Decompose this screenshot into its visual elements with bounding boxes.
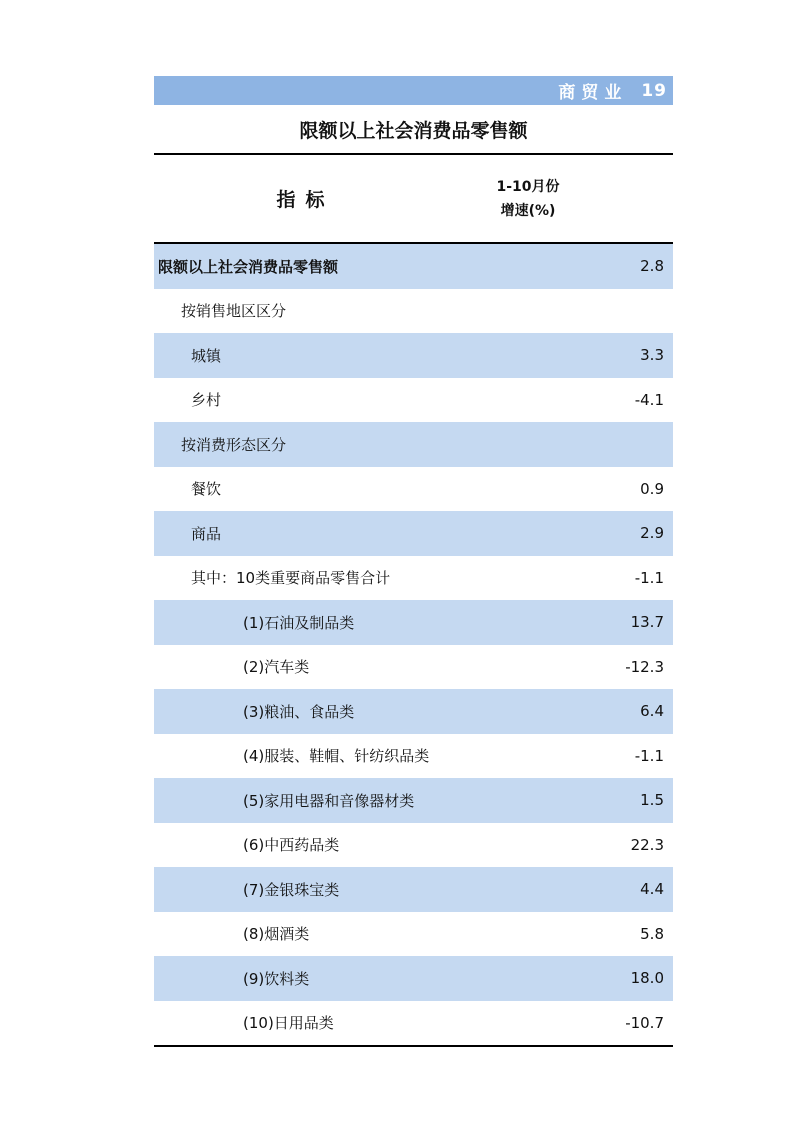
row-value: 22.3	[630, 835, 664, 854]
header-indicator: 指标	[276, 189, 335, 211]
row-value: -1.1	[634, 746, 664, 765]
row-value: 5.8	[640, 924, 664, 943]
row-label: (3)粮油、食品类	[243, 702, 355, 721]
row-label: (7)金银珠宝类	[243, 880, 340, 899]
row-label: 城镇	[191, 346, 222, 365]
row-label: (8)烟酒类	[243, 925, 310, 944]
header-value-line1: 1-10月份	[496, 178, 560, 195]
row-label: 其中：10类重要商品零售合计	[191, 569, 391, 588]
table-row	[154, 422, 673, 467]
section-name: 商贸业	[558, 83, 628, 103]
row-label: (2)汽车类	[243, 658, 310, 677]
row-value: 3.3	[640, 346, 664, 365]
row-value: -1.1	[634, 568, 664, 587]
table-row	[154, 689, 673, 734]
table-row	[154, 289, 673, 334]
table-row	[154, 467, 673, 512]
row-label: 按消费形态区分	[181, 435, 287, 454]
row-value: 0.9	[640, 479, 664, 498]
header-value-line2: 增速(%)	[500, 202, 556, 219]
table-row	[154, 244, 673, 289]
table-header	[154, 155, 673, 244]
row-value: 4.4	[640, 880, 664, 899]
table-body	[154, 244, 673, 1047]
table-row	[154, 867, 673, 912]
row-value: 13.7	[630, 613, 664, 632]
row-label: (4)服装、鞋帽、针纺织品类	[243, 747, 430, 766]
header-value	[453, 175, 673, 223]
table-row	[154, 734, 673, 779]
row-value: 2.9	[640, 524, 664, 543]
table-row	[154, 912, 673, 957]
row-value: -10.7	[625, 1013, 664, 1032]
row-value: -12.3	[625, 657, 664, 676]
row-label: (9)饮料类	[243, 969, 310, 988]
row-value: 18.0	[630, 969, 664, 988]
row-label: (10)日用品类	[243, 1014, 334, 1033]
table-row	[154, 378, 673, 423]
row-label: (5)家用电器和音像器材类	[243, 791, 415, 810]
row-label: (6)中西药品类	[243, 836, 340, 855]
table-row	[154, 511, 673, 556]
row-value: 6.4	[640, 702, 664, 721]
table-row	[154, 778, 673, 823]
row-value: 2.8	[640, 257, 664, 276]
table-row	[154, 645, 673, 690]
row-value: -4.1	[634, 390, 664, 409]
table-title: 限额以上社会消费品零售额	[154, 105, 673, 155]
table-row	[154, 1001, 673, 1046]
page-number: 19	[641, 80, 667, 101]
row-label: 商品	[191, 524, 222, 543]
row-label: 限额以上社会消费品零售额	[158, 257, 339, 276]
section-header-bar	[154, 76, 673, 105]
table-row	[154, 823, 673, 868]
table-row	[154, 600, 673, 645]
row-label: 餐饮	[191, 480, 222, 499]
row-label: (1)石油及制品类	[243, 613, 355, 632]
table-row	[154, 333, 673, 378]
row-label: 乡村	[191, 391, 222, 410]
document-page	[154, 76, 673, 1047]
row-value: 1.5	[640, 791, 664, 810]
table-row	[154, 956, 673, 1001]
row-label: 按销售地区区分	[181, 302, 287, 321]
table-row	[154, 556, 673, 601]
